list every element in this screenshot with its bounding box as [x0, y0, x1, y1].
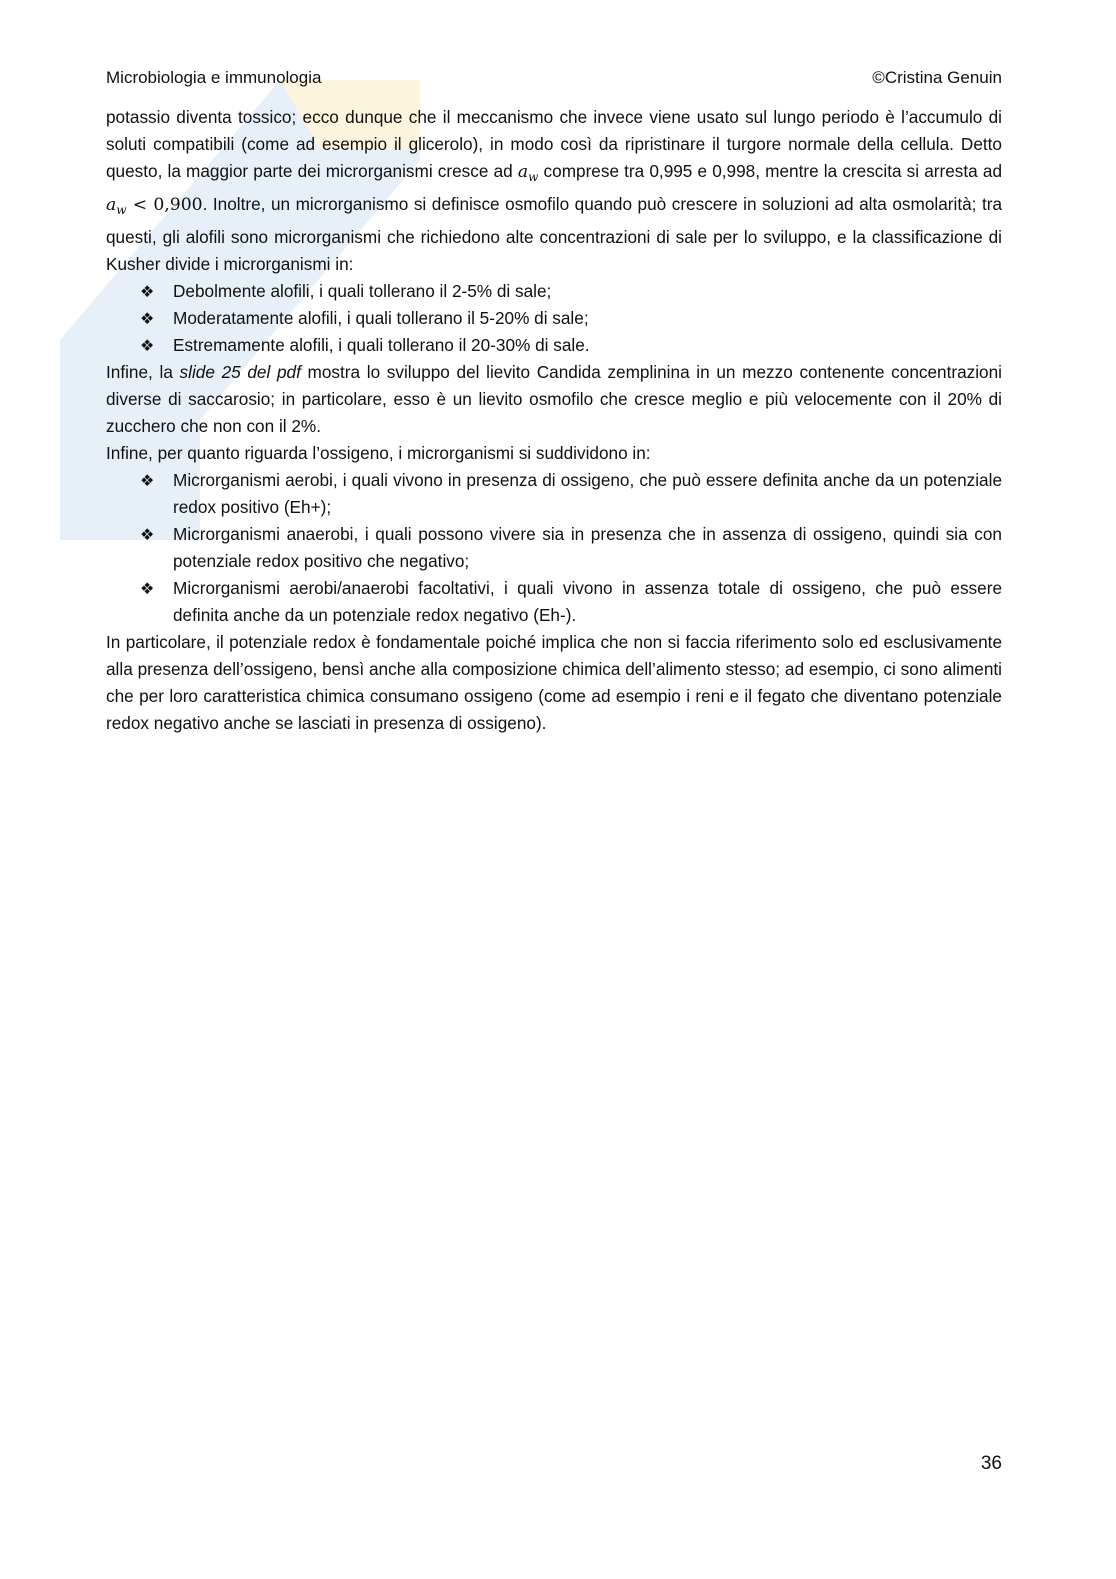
- aw-threshold-expression: $a_w < 0,900$: [106, 195, 203, 217]
- page-number: 36: [980, 1453, 1002, 1474]
- paragraph-1-text-b: comprese tra 0,995 e 0,998, mentre la crescita si arresta ad: [538, 161, 1003, 181]
- list-item: ❖ Debolmente alofili, i quali tollerano il 2-5% di sale;: [106, 278, 1002, 305]
- aw-symbol: $a_w$: [517, 162, 539, 184]
- page-body: [106, 104, 1002, 737]
- list-item: ❖ Microrganismi aerobi/anaerobi facoltativi, i quali vivono in assenza totale di ossigeno, che può essere definita anche da un potenziale redox negativo (Eh-).: [106, 575, 1002, 629]
- diamond-bullet-icon: ❖: [140, 525, 155, 544]
- halophile-list: [106, 278, 1002, 359]
- paragraph-1-text-c: . Inoltre, un microrganismo si definisce osmofilo quando può crescere in soluzioni ad alta osmolarità; tra questi, gli alofili sono microrganismi che richiedono alte concentrazioni di sale per lo sviluppo, e la classificazione di Kusher divide i microrganismi in:: [106, 194, 1003, 274]
- paragraph-2: Infine, la slide 25 del pdf mostra lo sviluppo del lievito Candida zemplinina in un mezzo contenente concentrazioni diverse di saccarosio; in particolare, esso è un lievito osmofilo che cresce meglio e più velocemente con il 20% di zucchero che non con il 2%.: [106, 362, 1002, 436]
- oxygen-list: [106, 467, 1002, 629]
- page-header: [106, 66, 1002, 90]
- diamond-bullet-icon: ❖: [140, 336, 155, 355]
- list-item: ❖ Estremamente alofili, i quali tollerano il 20-30% di sale.: [106, 332, 1002, 359]
- diamond-bullet-icon: ❖: [140, 282, 155, 301]
- list-item: ❖ Moderatamente alofili, i quali tollerano il 5-20% di sale;: [106, 305, 1002, 332]
- diamond-bullet-icon: ❖: [140, 309, 155, 328]
- list-item: ❖ Microrganismi anaerobi, i quali possono vivere sia in presenza che in assenza di ossigeno, quindi sia con potenziale redox positivo che negativo;: [106, 521, 1002, 575]
- header-author: ©Cristina Genuin: [872, 68, 1002, 87]
- header-course-title: Microbiologia e immunologia: [106, 68, 322, 87]
- paragraph-3: Infine, per quanto riguarda l’ossigeno, i microrganismi si suddividono in:: [106, 443, 651, 463]
- paragraph-4: In particolare, il potenziale redox è fondamentale poiché implica che non si faccia riferimento solo ed esclusivamente alla presenza dell’ossigeno, bensì anche alla composizione chimica dell’alimento stesso; ad esempio, ci sono alimenti che per loro caratteristica chimica consumano ossigeno (come ad esempio i reni e il fegato che diventano potenziale redox negativo anche se lasciati in presenza di ossigeno).: [106, 632, 1002, 733]
- slide-reference: slide 25 del pdf: [179, 362, 301, 382]
- list-item: ❖ Microrganismi aerobi, i quali vivono in presenza di ossigeno, che può essere definita anche da un potenziale redox positivo (Eh+);: [106, 467, 1002, 521]
- paragraph-1-text-a: potassio diventa tossico; ecco dunque che il meccanismo che invece viene usato sul lungo periodo è l’accumulo di soluti compatibili (come ad esempio il glicerolo), in modo così da ripristinare il turgore normale della cellula. Detto questo, la maggior parte dei microrganismi cresce ad: [106, 107, 1002, 181]
- paragraph-1: [106, 104, 1002, 278]
- diamond-bullet-icon: ❖: [140, 471, 155, 490]
- diamond-bullet-icon: ❖: [140, 579, 155, 598]
